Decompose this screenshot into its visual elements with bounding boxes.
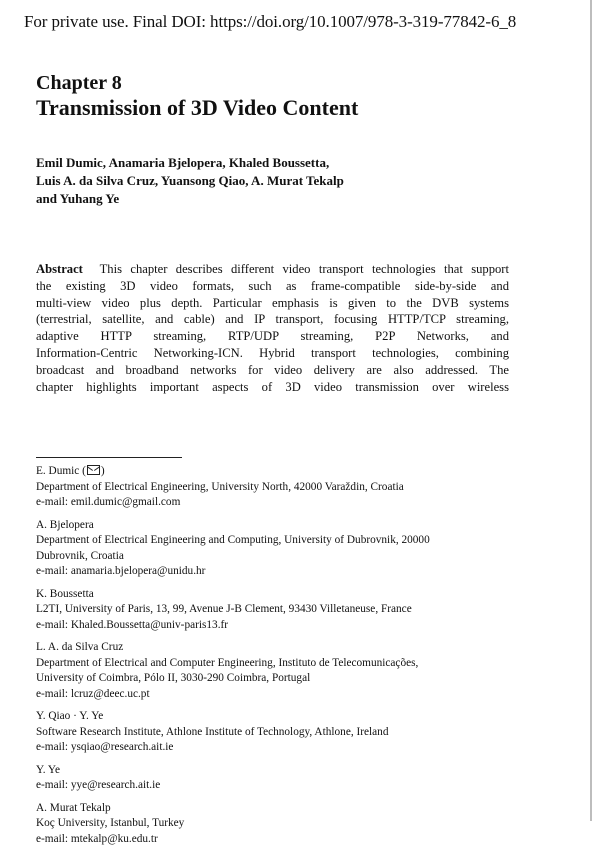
affiliation-item — [36, 709, 556, 756]
email-line: e-mail: Khaled.Boussetta@univ-paris13.fr — [36, 618, 229, 631]
abstract-line: (terrestrial, satellite, and cable) and IP transport, focusing HTTP/TCP streaming, — [36, 312, 509, 327]
affiliation-list — [36, 464, 556, 854]
affiliation-author: K. Boussetta — [36, 587, 94, 600]
abstract-label: Abstract — [36, 262, 83, 276]
chapter-number: Chapter 8 — [36, 72, 122, 94]
author-list — [36, 154, 456, 208]
email-line: e-mail: anamaria.bjelopera@unidu.hr — [36, 565, 206, 577]
affiliation-author: A. Bjelopera — [36, 518, 94, 531]
affiliation-line: Software Research Institute, Athlone Institute of Technology, Athlone, Ireland — [36, 725, 389, 738]
author-line: Luis A. da Silva Cruz, Yuansong Qiao, A. Murat Tekalp — [36, 173, 344, 188]
affiliation-line: Koç University, Istanbul, Turkey — [36, 817, 185, 829]
chapter-title: Transmission of 3D Video Content — [36, 95, 359, 120]
abstract-line — [36, 261, 509, 278]
affiliation-item — [36, 518, 556, 580]
abstract-line: multi-view video plus depth. Particular emphasis is given to the DVB systems — [36, 295, 509, 310]
affiliation-author: Y. Qiao · Y. Ye — [36, 710, 104, 722]
author-name-suffix: ) — [100, 465, 105, 477]
abstract-line: chapter highlights important aspects of 3D video transmission over wireless — [36, 379, 509, 394]
affiliation-item — [36, 464, 556, 511]
affiliation-item — [36, 801, 556, 848]
envelope-icon — [87, 465, 100, 475]
abstract-line: the existing 3D video formats, such as frame-compatible side-by-side and — [36, 278, 509, 293]
email-line: e-mail: emil.dumic@gmail.com — [36, 496, 181, 508]
email-line: e-mail: mtekalp@ku.edu.tr — [36, 832, 158, 845]
email-line: e-mail: lcruz@deec.uc.pt — [36, 687, 150, 700]
affiliation-line: Department of Electrical Engineering, University North, 42000 Varaždin, Croatia — [36, 480, 404, 493]
affiliation-line: University of Coimbra, Pólo II, 3030-290 Coimbra, Portugal — [36, 672, 311, 684]
affiliation-line: Department of Electrical and Computer Engineering, Instituto de Telecomunicações, — [36, 656, 419, 669]
abstract-line: broadcast and broadband networks for video delivery are also addressed. The — [36, 362, 509, 377]
email-line: e-mail: yye@research.ait.ie — [36, 779, 161, 791]
affiliation-author: A. Murat Tekalp — [36, 801, 111, 814]
affiliation-author — [36, 464, 556, 480]
author-line: and Yuhang Ye — [36, 191, 120, 206]
footnote-divider — [36, 457, 182, 458]
abstract-line: adaptive HTTP streaming, RTP/UDP streaming, P2P Networks, and — [36, 329, 509, 344]
abstract-text: This chapter describes different video transport technologies that support — [99, 262, 510, 276]
author-name: E. Dumic ( — [36, 465, 86, 477]
abstract-line: Information-Centric Networking-ICN. Hybrid transport technologies, combining — [36, 345, 509, 360]
affiliation-item — [36, 763, 556, 794]
affiliation-author: L. A. da Silva Cruz — [36, 641, 124, 653]
affiliation-line: Dubrovnik, Croatia — [36, 549, 124, 562]
affiliation-line: L2TI, University of Paris, 13, 99, Avenue J-B Clement, 93430 Villetaneuse, France — [36, 603, 412, 615]
affiliation-line: Department of Electrical Engineering and Computing, University of Dubrovnik, 20000 — [36, 534, 430, 546]
affiliation-item — [36, 640, 556, 702]
affiliation-author: Y. Ye — [36, 763, 60, 776]
doi-header: For private use. Final DOI: https://doi.org/10.1007/978-3-319-77842-6_8 — [24, 12, 517, 31]
abstract — [36, 261, 509, 395]
author-line: Emil Dumic, Anamaria Bjelopera, Khaled Boussetta, — [36, 155, 330, 170]
email-line: e-mail: ysqiao@research.ait.ie — [36, 741, 174, 753]
affiliation-item — [36, 587, 556, 634]
